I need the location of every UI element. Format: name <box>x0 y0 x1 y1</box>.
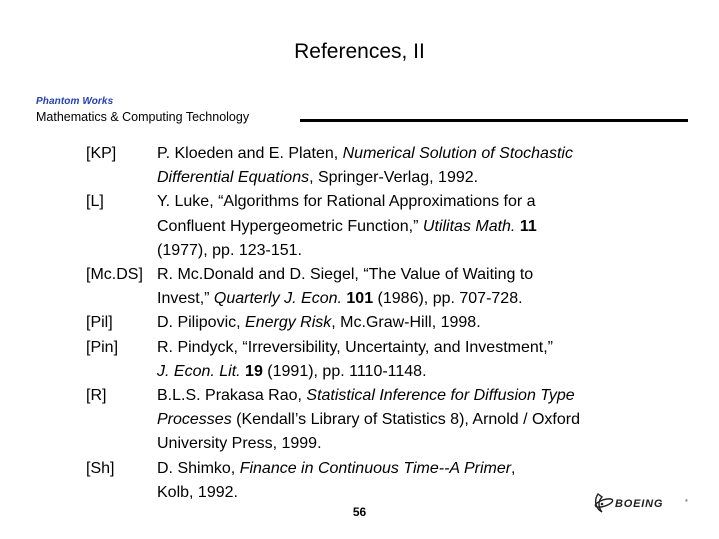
citation-line <box>157 432 696 456</box>
reference-citation <box>157 336 696 384</box>
citation-segment: P. Kloeden and E. Platen, <box>157 145 343 162</box>
citation-segment: 101 <box>346 290 374 308</box>
citation-segment: R. Mc.Donald and D. Siegel, “The Value of Waiting to <box>157 266 534 284</box>
citation-segment: B.L.S. Prakasa Rao, <box>157 387 307 405</box>
reference-entry <box>86 336 696 384</box>
citation-line <box>157 408 696 432</box>
reference-key: [L] <box>86 193 104 211</box>
reference-citation <box>157 142 696 190</box>
citation-segment: , <box>511 459 516 477</box>
citation-line <box>157 311 696 335</box>
citation-line <box>157 336 696 360</box>
citation-segment: 11 <box>519 217 537 235</box>
citation-segment: Kolb, 1992. <box>157 483 238 501</box>
citation-line <box>157 166 696 190</box>
citation-segment: Quarterly J. Econ. <box>213 290 342 308</box>
header-rule <box>300 119 688 122</box>
citation-line <box>157 263 696 287</box>
citation-segment: D. Pilipovic, <box>157 314 246 332</box>
reference-entry <box>86 263 696 311</box>
logo-wordmark: BOEING <box>615 498 664 510</box>
citation-segment: , Springer-Verlag, 1992. <box>309 169 479 187</box>
citation-segment: 19 <box>245 362 263 380</box>
citation-line <box>157 287 696 311</box>
citation-segment: Numerical Solution of Stochastic <box>342 145 573 162</box>
citation-segment: R. Pindyck, “Irreversibility, Uncertainty, and Investment,” <box>157 338 553 356</box>
citation-line <box>157 360 696 384</box>
citation-segment: (1977), pp. 123-151. <box>157 241 302 259</box>
reference-citation <box>157 384 696 457</box>
reference-citation <box>157 263 696 311</box>
citation-segment: (1986), pp. 707-728. <box>373 290 523 308</box>
citation-segment: Finance in Continuous Time--A Primer <box>239 459 512 477</box>
citation-line <box>157 457 696 481</box>
citation-line <box>157 239 696 263</box>
citation-segment: (1991), pp. 1110-1148. <box>262 362 427 380</box>
reference-key: [R] <box>86 387 107 405</box>
reference-key: [KP] <box>86 145 117 162</box>
citation-segment: Differential Equations <box>157 169 310 187</box>
svg-text:®: ® <box>685 498 688 503</box>
reference-list <box>86 142 696 505</box>
citation-segment: Statistical Inference for Diffusion Type <box>306 387 575 405</box>
reference-entry <box>86 311 696 335</box>
reference-key: [Pil] <box>86 314 113 332</box>
reference-citation <box>157 311 696 335</box>
reference-key: [Mc.DS] <box>86 266 143 284</box>
citation-segment: (Kendall’s Library of Statistics 8), Arnold / Oxford <box>231 411 580 429</box>
reference-key: [Pin] <box>86 338 119 356</box>
citation-segment: Confluent Hypergeometric Function,” <box>157 217 423 235</box>
reference-citation <box>157 190 696 263</box>
reference-entry <box>86 384 696 457</box>
citation-segment: Processes <box>157 411 232 429</box>
citation-line <box>157 215 696 239</box>
reference-entry <box>86 142 696 190</box>
citation-line <box>157 142 696 166</box>
citation-segment: Invest,” <box>157 290 214 308</box>
page-number: 56 <box>352 505 367 519</box>
reference-key: [Sh] <box>86 459 115 477</box>
citation-segment: Energy Risk <box>245 314 332 332</box>
citation-segment: Y. Luke, “Algorithms for Rational Approximations for a <box>157 193 536 211</box>
citation-line <box>157 384 696 408</box>
citation-segment: University Press, 1999. <box>157 435 322 453</box>
reference-entry <box>86 190 696 263</box>
citation-segment: D. Shimko, <box>157 459 240 477</box>
slide-title: References, II <box>294 40 425 63</box>
department-label: Mathematics & Computing Technology <box>36 110 250 124</box>
citation-segment: Utilitas Math. <box>422 217 516 235</box>
citation-segment: , Mc.Graw-Hill, 1998. <box>331 314 481 332</box>
brand-label: Phantom Works <box>36 96 114 107</box>
citation-segment: J. Econ. Lit. <box>157 362 241 380</box>
citation-line <box>157 190 696 214</box>
